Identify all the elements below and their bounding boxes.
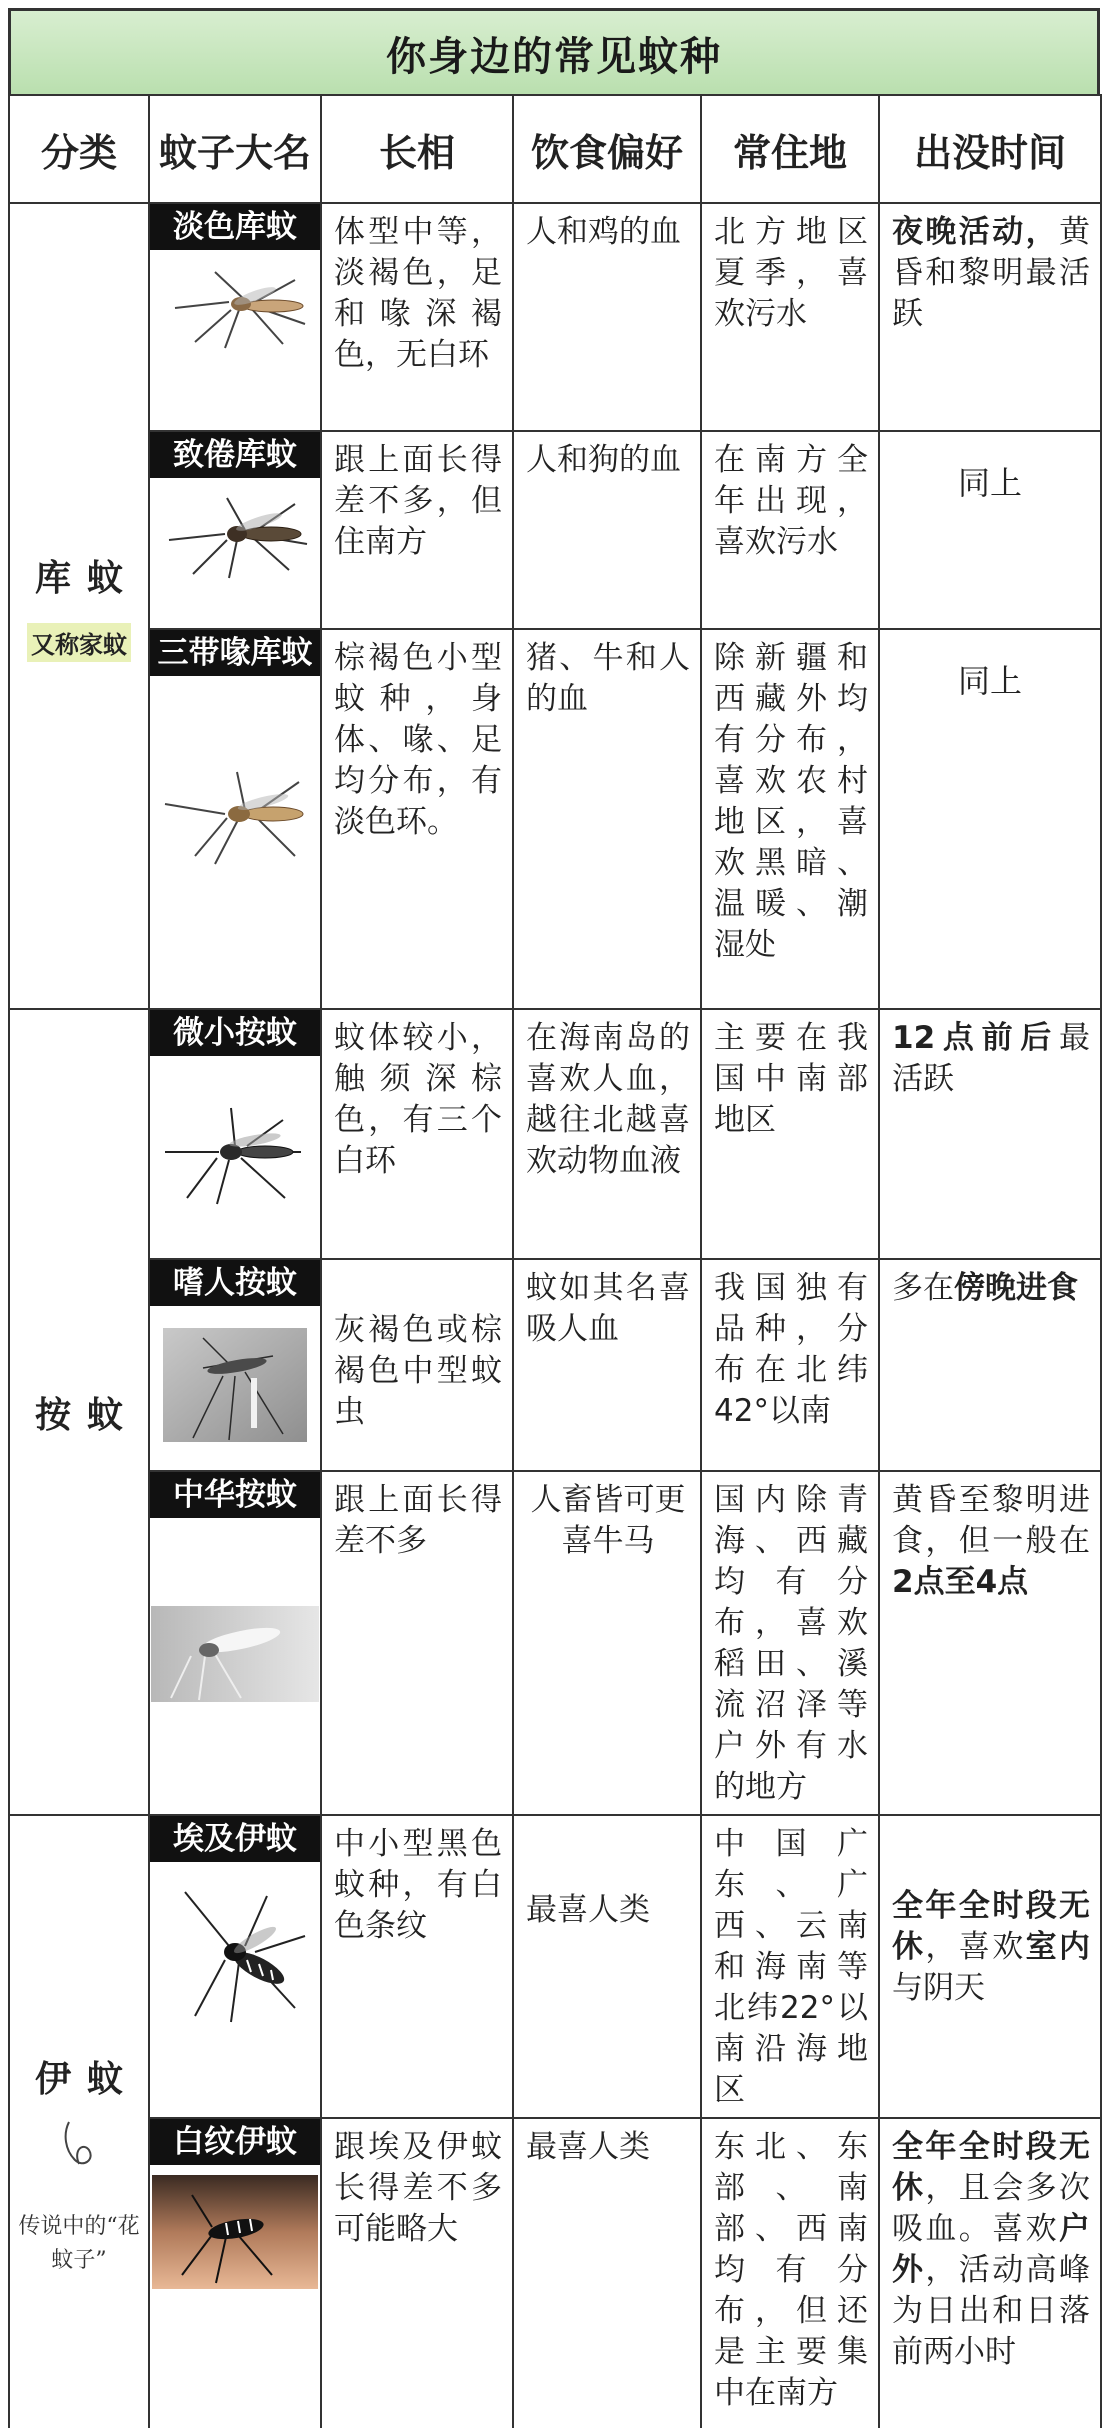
mosquito-name-cell (149, 1815, 321, 2118)
diet-cell: 最喜人类 (513, 2118, 701, 2428)
mosquito-illustration (155, 250, 315, 360)
mosquito-name: 淡色库蚊 (150, 204, 320, 250)
time-cell: 全年全时段无休，且会多次吸血。喜欢户外，活动高峰为日出和日落前两小时 (879, 2118, 1101, 2428)
mosquito-illustration (155, 1876, 315, 2026)
mosquito-name-cell (149, 2118, 321, 2428)
looks-cell: 中小型黑色蚊种，有白色条纹 (321, 1815, 513, 2118)
looks-cell: 灰褐色或棕褐色中型蚊虫 (321, 1259, 513, 1471)
habitat-cell: 中国广东、广西、云南和海南等北纬22°以南沿海地区 (701, 1815, 879, 2118)
mosquito-name-cell (149, 203, 321, 431)
diet-cell: 最喜人类 (513, 1815, 701, 2118)
habitat-cell: 国内除青海、西藏均有分布，喜欢稻田、溪流沼泽等户外有水的地方 (701, 1471, 879, 1815)
time-cell: 全年全时段无休，喜欢室内与阴天 (879, 1815, 1101, 2118)
time-cell: 黄昏至黎明进食，但一般在2点至4点 (879, 1471, 1101, 1815)
category-name: 伊蚊 (34, 2059, 139, 2100)
looks-cell: 体型中等，淡褐色，足和喙深褐色，无白环 (321, 203, 513, 431)
header-looks: 长相 (321, 95, 513, 203)
mosquito-table (8, 94, 1102, 2428)
category-name: 按蚊 (34, 1394, 139, 1436)
category-culex (9, 203, 149, 1009)
diet-cell: 蚊如其名喜吸人血 (513, 1259, 701, 1471)
time-cell: 夜晚活动，黄昏和黎明最活跃 (879, 203, 1101, 431)
mosquito-name: 埃及伊蚊 (150, 1816, 320, 1862)
habitat-cell: 主要在我国中南部地区 (701, 1009, 879, 1259)
table-row (9, 1815, 1101, 2118)
mosquito-name: 致倦库蚊 (150, 432, 320, 478)
page-title: 你身边的常见蚊种 (386, 34, 722, 80)
mosquito-name-cell (149, 1471, 321, 1815)
category-aedes (9, 1815, 149, 2428)
page-title-bar (8, 8, 1100, 96)
mosquito-name: 微小按蚊 (150, 1010, 320, 1056)
category-anopheles (9, 1009, 149, 1815)
table-row (9, 1259, 1101, 1471)
table-row (9, 1009, 1101, 1259)
mosquito-illustration (155, 478, 315, 588)
diet-cell: 人和鸡的血 (513, 203, 701, 431)
time-cell: 同上 (879, 629, 1101, 1009)
diet-cell: 人畜皆可更喜牛马 (513, 1471, 701, 1815)
mosquito-illustration (155, 1086, 315, 1216)
diet-cell: 在海南岛的喜欢人血，越往北越喜欢动物血液 (513, 1009, 701, 1259)
mosquito-name: 中华按蚊 (150, 1472, 320, 1518)
time-cell: 多在傍晚进食 (879, 1259, 1101, 1471)
header-name: 蚊子大名 (149, 95, 321, 203)
diet-cell: 人和狗的血 (513, 431, 701, 629)
habitat-cell: 在南方全年出现，喜欢污水 (701, 431, 879, 629)
table-row (9, 1471, 1101, 1815)
swirl-doodle-icon (61, 2120, 97, 2170)
habitat-cell: 北方地区夏季，喜欢污水 (701, 203, 879, 431)
mosquito-photo (152, 2175, 318, 2289)
mosquito-name-cell (149, 1009, 321, 1259)
mosquito-name: 三带喙库蚊 (150, 630, 320, 676)
header-habitat: 常住地 (701, 95, 879, 203)
table-row (9, 2118, 1101, 2428)
time-cell: 同上 (879, 431, 1101, 629)
mosquito-name: 嗜人按蚊 (150, 1260, 320, 1306)
mosquito-name-cell (149, 1259, 321, 1471)
habitat-cell: 除新疆和西藏外均有分布，喜欢农村地区，喜欢黑暗、温暖、潮湿处 (701, 629, 879, 1009)
mosquito-name-cell (149, 629, 321, 1009)
table-row (9, 203, 1101, 431)
header-row (9, 95, 1101, 203)
looks-cell: 跟上面长得差不多 (321, 1471, 513, 1815)
header-diet: 饮食偏好 (513, 95, 701, 203)
looks-cell: 棕褐色小型蚊种，身体、喙、足均分布，有淡色环。 (321, 629, 513, 1009)
diet-cell: 猪、牛和人的血 (513, 629, 701, 1009)
habitat-cell: 东北、东部、南部、西南均有分布，但还是主要集中在南方 (701, 2118, 879, 2428)
table-row (9, 431, 1101, 629)
looks-cell: 跟埃及伊蚊长得差不多可能略大 (321, 2118, 513, 2428)
mosquito-name-cell (149, 431, 321, 629)
handwritten-note: 传说中的“花蚊子” (18, 2214, 140, 2273)
category-alt-name: 又称家蚊 (27, 623, 131, 662)
looks-cell: 跟上面长得差不多，但住南方 (321, 431, 513, 629)
looks-cell: 蚊体较小，触须深棕色，有三个白环 (321, 1009, 513, 1259)
table-row (9, 629, 1101, 1009)
mosquito-illustration (155, 752, 315, 872)
time-cell: 12点前后最活跃 (879, 1009, 1101, 1259)
mosquito-name: 白纹伊蚊 (150, 2119, 320, 2165)
header-time: 出没时间 (879, 95, 1101, 203)
category-name: 库蚊 (34, 558, 139, 599)
mosquito-photo (151, 1606, 319, 1702)
mosquito-photo (163, 1328, 307, 1442)
header-category: 分类 (9, 95, 149, 203)
habitat-cell: 我国独有品种，分布在北纬42°以南 (701, 1259, 879, 1471)
